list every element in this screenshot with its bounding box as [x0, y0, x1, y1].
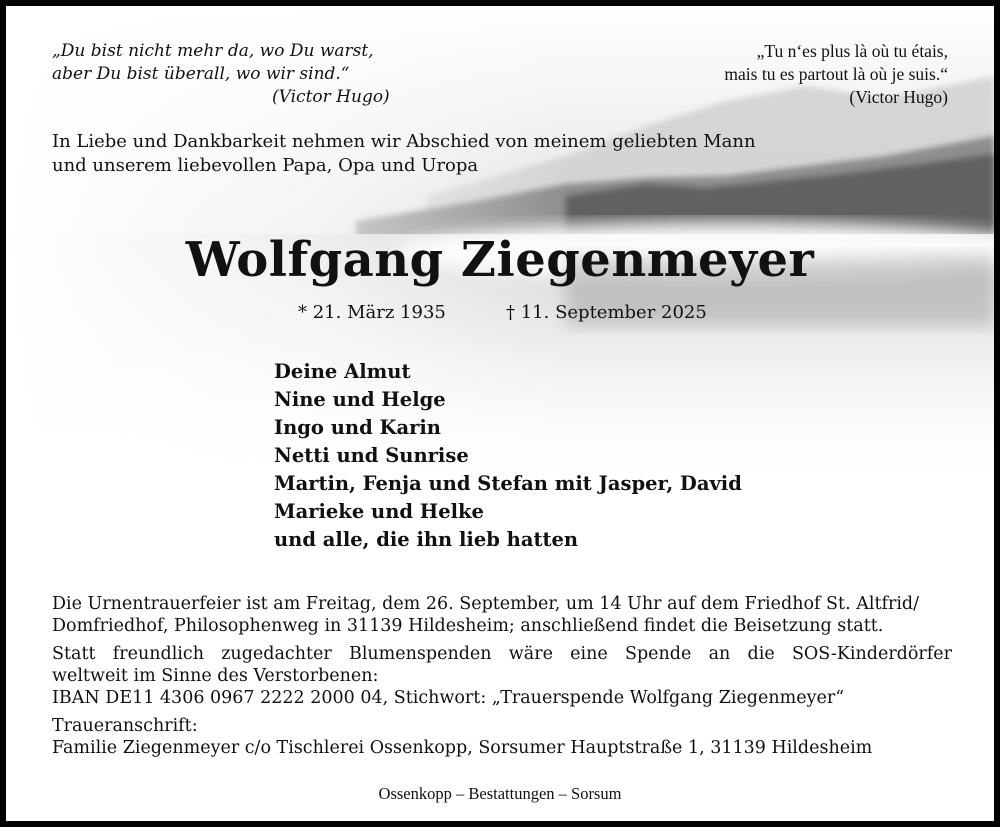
quote-german-line1: „Du bist nicht mehr da, wo Du warst,	[52, 41, 374, 61]
intro-line1: In Liebe und Dankbarkeit nehmen wir Abschied von meinem geliebten Mann	[52, 131, 756, 152]
address-value: Familie Ziegenmeyer c/o Tischlerei Ossenkopp, Sorsumer Hauptstraße 1, 31139 Hildesheim	[52, 738, 873, 758]
funeral-line1: Die Urnentrauerfeier ist am Freitag, dem 26. September, um 14 Uhr auf dem Friedhof St. Altfrid/	[52, 594, 920, 614]
quote-german-author: (Victor Hugo)	[272, 87, 390, 107]
mourner-item: Deine Almut	[274, 360, 411, 383]
deceased-name: Wolfgang Ziegenmeyer	[185, 232, 815, 288]
mourner-item: Netti und Sunrise	[274, 444, 469, 467]
mourner-item: und alle, die ihn lieb hatten	[274, 528, 579, 551]
address-label: Traueranschrift:	[52, 716, 198, 736]
quote-french-author: (Victor Hugo)	[849, 87, 948, 107]
quote-german-line2: aber Du bist überall, wo wir sind.“	[52, 64, 350, 84]
intro-text	[52, 130, 756, 178]
donation-iban: IBAN DE11 4306 0967 2222 2000 04, Stichwort: „Trauerspende Wolfgang Ziegenmeyer“	[52, 688, 845, 708]
funeral-paragraph	[52, 593, 952, 637]
quote-french	[724, 40, 948, 109]
funeral-line2: Domfriedhof, Philosophenweg in 31139 Hildesheim; anschließend findet die Beisetzung statt.	[52, 616, 884, 636]
donation-line2: weltweit im Sinne des Verstorbenen:	[52, 666, 379, 686]
mourner-item: Ingo und Karin	[274, 416, 441, 439]
address-paragraph	[52, 715, 952, 759]
mourner-item: Marieke und Helke	[274, 500, 484, 523]
quote-german	[52, 40, 390, 109]
ceremony-info	[52, 593, 952, 765]
donation-paragraph	[52, 643, 952, 709]
birth-date: * 21. März 1935	[298, 302, 446, 323]
quote-french-line1: „Tu n‘es plus là où tu étais,	[756, 41, 948, 61]
funeral-home-footer: Ossenkopp – Bestattungen – Sorsum	[378, 784, 622, 803]
mourner-item: Nine und Helge	[274, 388, 446, 411]
mourner-item: Martin, Fenja und Stefan mit Jasper, David	[274, 472, 742, 495]
donation-line1: Statt freundlich zugedachter Blumenspenden wäre eine Spende an die SOS-Kinderdörfer	[52, 644, 952, 664]
quote-french-line2: mais tu es partout là où je suis.“	[724, 64, 948, 84]
mourners-list	[274, 358, 742, 554]
intro-line2: und unserem liebevollen Papa, Opa und Uropa	[52, 155, 479, 176]
death-date: † 11. September 2025	[506, 302, 707, 323]
